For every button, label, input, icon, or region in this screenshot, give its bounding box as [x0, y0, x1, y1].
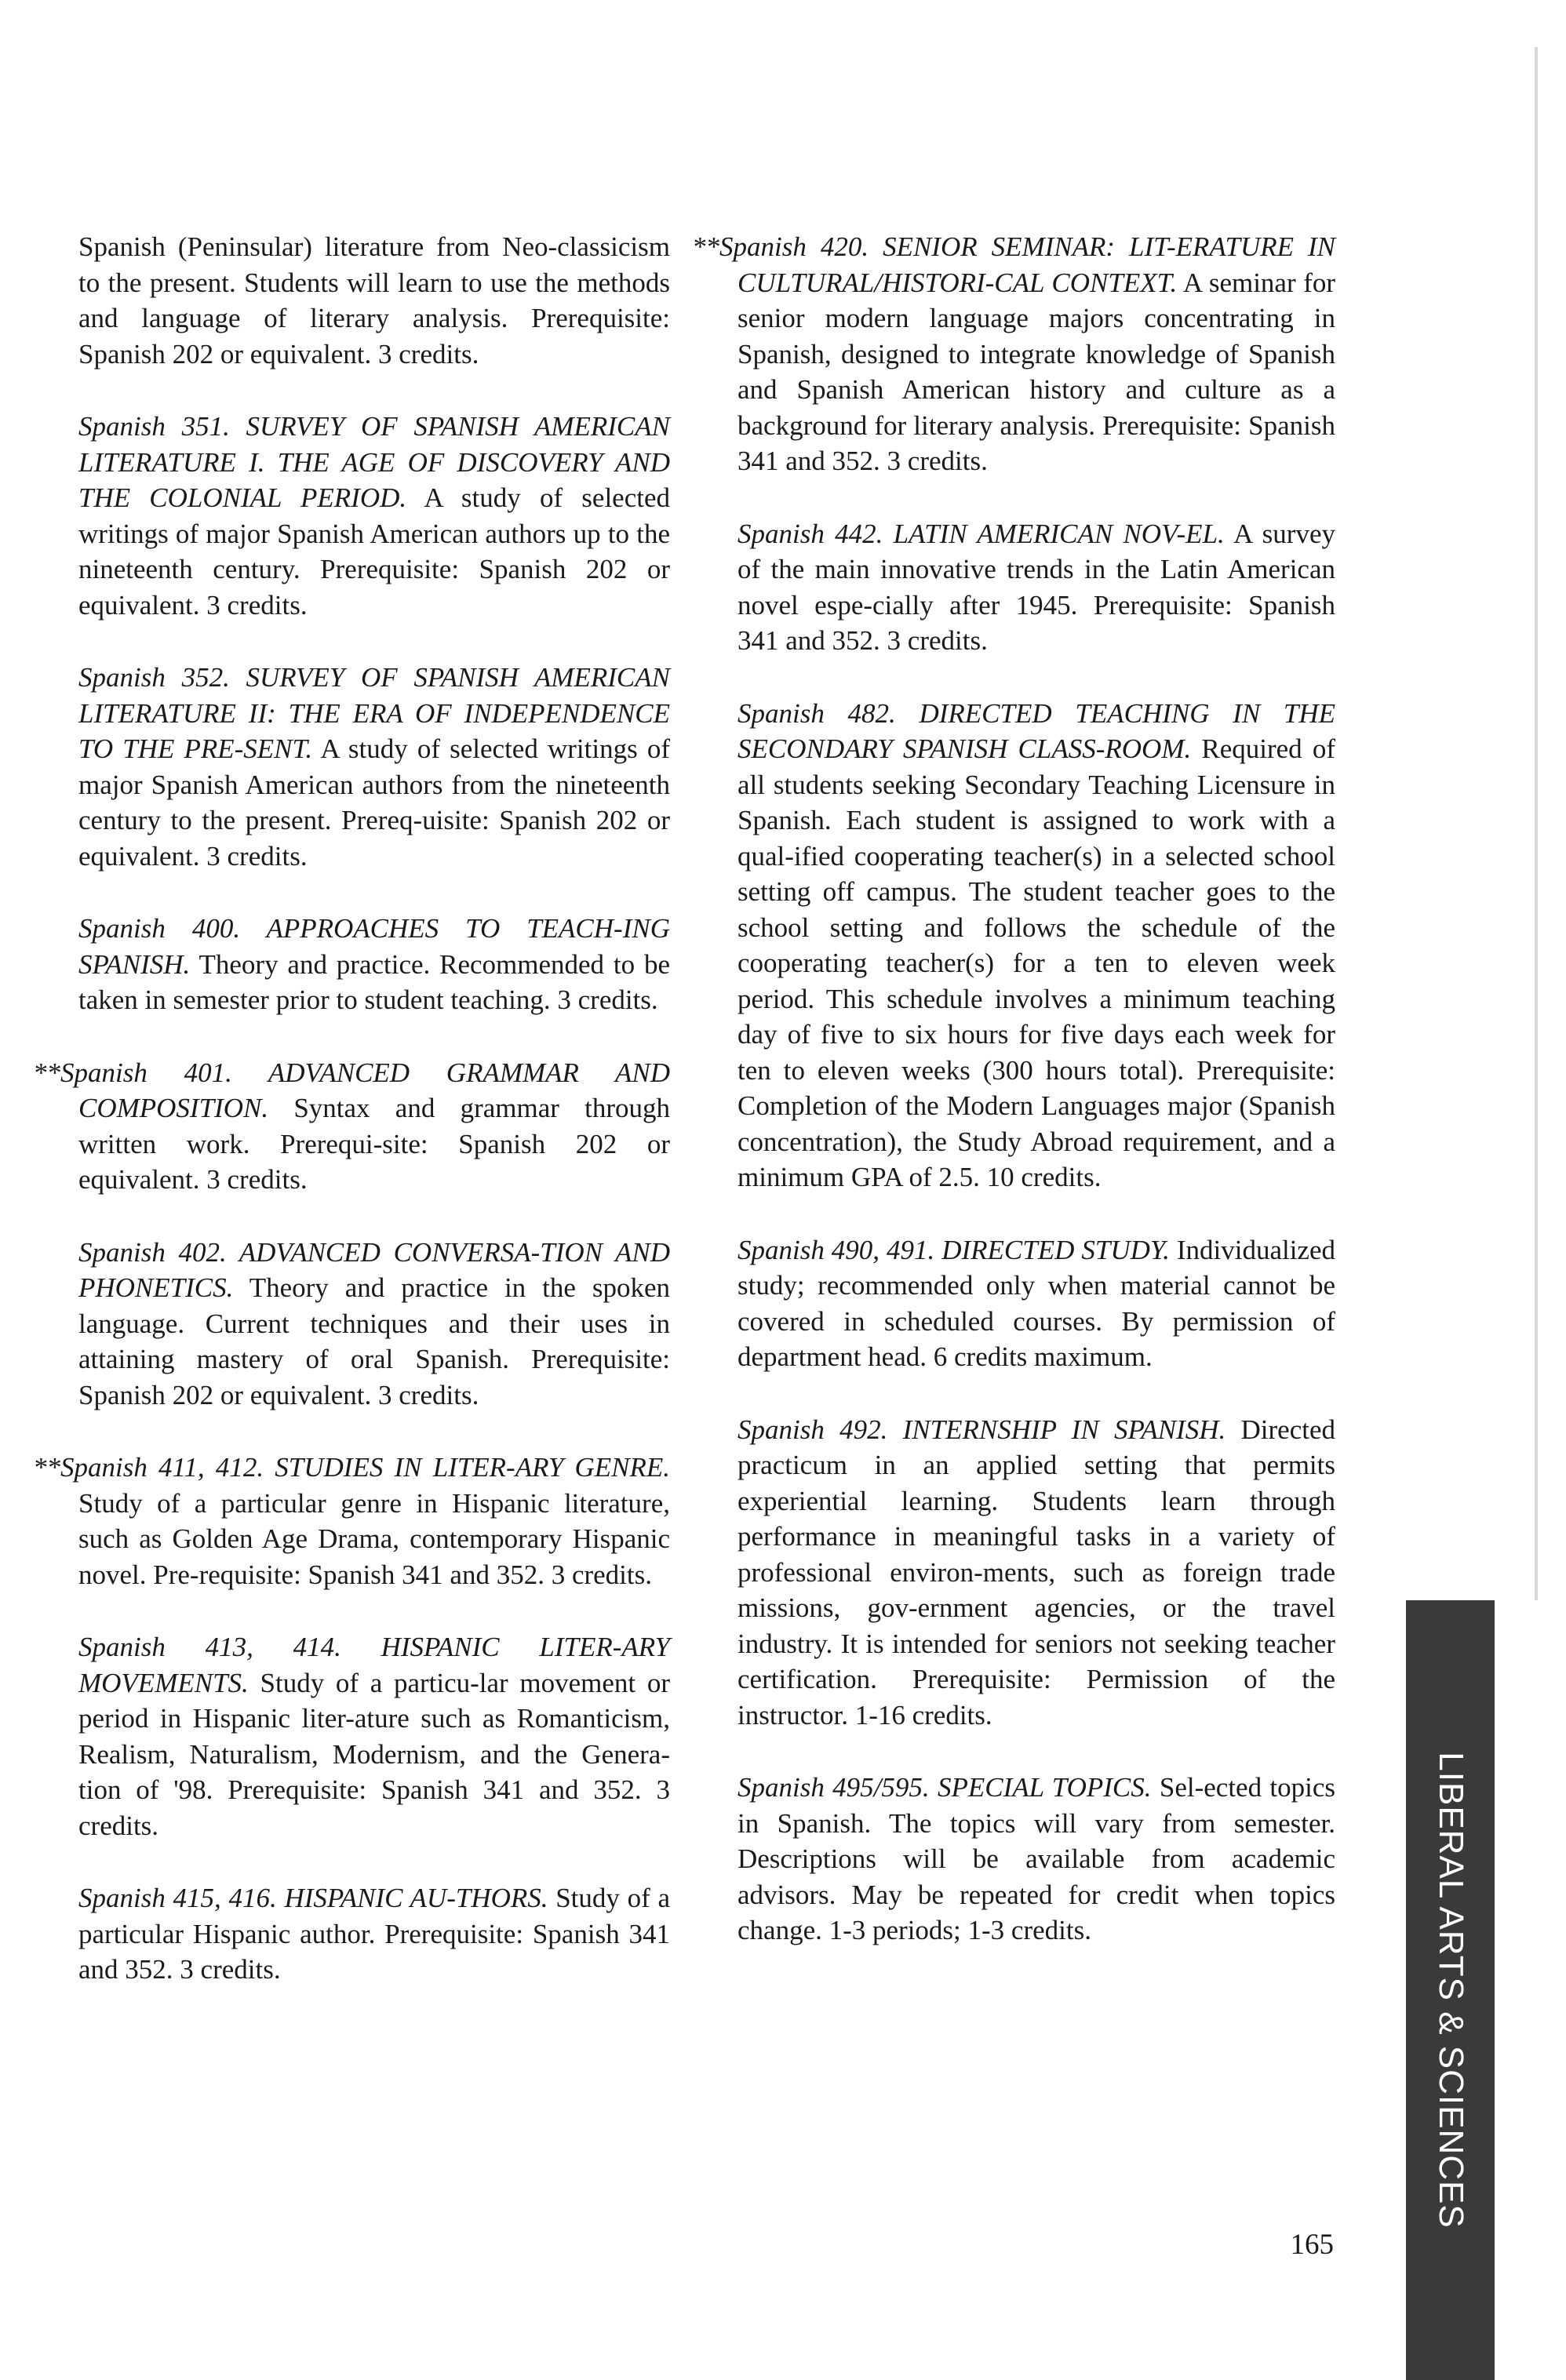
- course-title: Spanish 402. ADVANCED CONVERSA-TION AND PHONETICS.: [78, 1236, 670, 1303]
- course-title: Spanish 420. SENIOR SEMINAR: LIT-ERATURE IN CULTURAL/HISTORI-CAL CONTEXT.: [719, 231, 1335, 298]
- course-entry: [78, 911, 670, 1018]
- course-title: Spanish 413, 414. HISPANIC LITER-ARY MOVEMENTS.: [78, 1632, 670, 1698]
- course-entry: [78, 409, 670, 623]
- course-entry: [78, 1880, 670, 1988]
- course-description: A study of selected writings of major Spanish American authors from the nineteenth century to the present. Prereq-uisite: Spanish 202 or equivalent. 3 credits.: [78, 733, 670, 872]
- course-entry: [737, 1770, 1335, 1949]
- course-description: Study of a particular genre in Hispanic literature, such as Golden Age Drama, contemporary Hispanic novel. Pre-requisite: Spanish 341 and 352. 3 credits.: [78, 1487, 670, 1590]
- course-description: Syntax and grammar through written work. Prerequi-site: Spanish 202 or equivalent. 3 credits.: [78, 1093, 671, 1195]
- side-tab-label: LIBERAL ARTS & SCIENCES: [1431, 1752, 1470, 2229]
- course-title: Spanish 351. SURVEY OF SPANISH AMERICAN LITERATURE I. THE AGE OF DISCOVERY AND THE COLONIAL PERIOD.: [78, 411, 670, 513]
- course-entry: [692, 229, 1336, 479]
- course-description: Study of a particular Hispanic author. Prerequisite: Spanish 341 and 352. 3 credits.: [78, 1883, 670, 1985]
- course-title: Spanish 415, 416. HISPANIC AU-THORS.: [78, 1883, 548, 1913]
- section-side-tab: [1406, 1600, 1495, 2380]
- course-description: Sel-ected topics in Spanish. The topics will vary from semester. Descriptions will be available from academic advisors. May be repeated for credit when topics change. 1-3 periods; 1-3 credits.: [737, 1772, 1336, 1945]
- course-description: Spanish (Peninsular) literature from Neo-classicism to the present. Students will learn to use the methods and language of literary analysis. Prerequisite: Spanish 202 or equivalent. 3 credits.: [78, 231, 670, 369]
- course-description: Study of a particu-lar movement or period in Hispanic liter-ature such as Romanticism, Realism, Naturalism, Modernism, and the Genera-tion of '98. Prerequisite: Spanish 341 and 352. 3 credits.: [78, 1667, 670, 1841]
- course-description: Individualized study; recommended only when material cannot be covered in scheduled courses. By permission of department head. 6 credits maximum.: [737, 1234, 1335, 1372]
- course-entry: [737, 1232, 1335, 1375]
- course-entry: [737, 696, 1335, 1195]
- course-description: A seminar for senior modern language majors concentrating in Spanish, designed to integrate knowledge of Spanish and Spanish American history and culture as a background for literary analysis. Prerequisite: Spanish 341 and 352. 3 credits.: [737, 267, 1336, 476]
- course-description: Directed practicum in an applied setting that permits experiential learning. Students learn through performance in meaningful tasks in a variety of professional environ-ments, such as foreign trade missions, gov-ernment agencies, or the travel industry. It is intended for seniors not seeking teacher certification. Prerequisite: Permission of the instructor. 1-16 credits.: [737, 1414, 1335, 1730]
- course-title: Spanish 495/595. SPECIAL TOPICS.: [737, 1772, 1152, 1803]
- course-entry: [78, 660, 670, 874]
- course-description: Theory and practice in the spoken language. Current techniques and their uses in attaining mastery of oral Spanish. Prerequisite: Spanish 202 or equivalent. 3 credits.: [78, 1272, 671, 1410]
- left-column: [33, 229, 671, 2025]
- course-star-marker: **: [33, 1057, 60, 1088]
- course-star-marker: **: [33, 1452, 60, 1483]
- course-star-marker: **: [692, 231, 719, 262]
- course-entry: [78, 1629, 670, 1843]
- course-title: Spanish 411, 412. STUDIES IN LITER-ARY GENRE.: [60, 1452, 670, 1483]
- course-title: Spanish 482. DIRECTED TEACHING IN THE SECONDARY SPANISH CLASS-ROOM.: [737, 697, 1335, 764]
- right-column: [692, 229, 1336, 1985]
- course-description: A survey of the main innovative trends in the Latin American novel espe-cially after 1945. Prerequisite: Spanish 341 and 352. 3 credits.: [737, 518, 1335, 656]
- course-entry: [78, 229, 670, 372]
- course-description: Required of all students seeking Secondary Teaching Licensure in Spanish. Each student is assigned to work with a qual-ified cooperating teacher(s) in a selected school setting off campus. The student teacher goes to the school setting and follows the schedule of the cooperating teacher(s) for a ten to eleven week period. This schedule involves a minimum teaching day of five to six hours for five days each week for ten to eleven weeks (300 hours total). Prerequisite: Completion of the Modern Languages major (Spanish concentration), the Study Abroad requirement, and a minimum GPA of 2.5. 10 credits.: [737, 733, 1335, 1192]
- course-title: Spanish 401. ADVANCED GRAMMAR AND COMPOSITION.: [60, 1057, 670, 1123]
- course-title: Spanish 352. SURVEY OF SPANISH AMERICAN LITERATURE II: THE ERA OF INDEPENDENCE TO THE PRE-SENT.: [78, 662, 670, 764]
- course-title: Spanish 492. INTERNSHIP IN SPANISH.: [737, 1414, 1226, 1445]
- page-edge-shadow: [1535, 47, 1538, 1600]
- course-entry: [33, 1055, 671, 1198]
- course-entry: [737, 516, 1335, 659]
- course-title: Spanish 442. LATIN AMERICAN NOV-EL.: [737, 518, 1225, 549]
- course-description: Theory and practice. Recommended to be taken in semester prior to student teaching. 3 credits.: [78, 948, 670, 1015]
- course-title: Spanish 490, 491. DIRECTED STUDY.: [737, 1234, 1170, 1265]
- course-entry: [737, 1412, 1335, 1734]
- course-entry: [78, 1235, 670, 1414]
- course-title: Spanish 400. APPROACHES TO TEACH-ING SPANISH.: [78, 913, 670, 980]
- course-entry: [33, 1450, 670, 1592]
- page-number: 165: [1290, 2229, 1334, 2261]
- course-description: A study of selected writings of major Spanish American authors up to the nineteenth century. Prerequisite: Spanish 202 or equivalent. 3 credits.: [78, 482, 670, 620]
